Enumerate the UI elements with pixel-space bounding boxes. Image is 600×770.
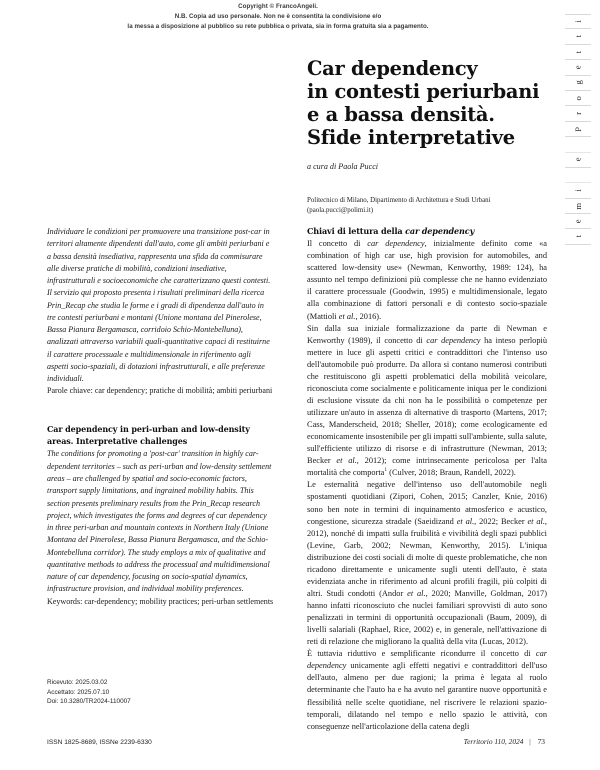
date-received: Ricevuto: 2025.03.02 <box>47 679 108 686</box>
title-line-3: e a bassa densità. <box>307 102 495 126</box>
tab-cell-spacer <box>565 137 591 152</box>
body-paragraph-2: Sin dalla sua iniziale formalizzazione da parte di Newman e Kenworthy (1989), il concetto di car dependency ha inteso perlopiù mettere in luce gli aspetti critici e contraddittori che l'intenso uso dell'automobile può produrre. Da allora si contano numerosi contributi che restituiscono gli aspetti problematici della mobilità veicolare, riconosciuta come socialmente e politicamente iniqua per le condizioni di esclusione vissute da chi non ha le possibilità o competenze per utilizzare un'auto in assenza di alternative di trasporto (Martens, 2017; Cass, Manderscheid, 2018; Sheller, 2018); come ecologicamente ed economicamente insostenibile per gli impatti sull'ambiente, sulla salute, sull'efficiente utilizzo di risorse e di infrastrutture (Newman, 2013; Becker et al., 2012); come intrinsecamente pericolosa per l'alta mortalità che comporta$^1$ (Culver, 2018; Braun, Randell, 2022). <box>307 323 547 478</box>
abstract-italian: Individuare le condizioni per promuovere una transizione post-car in territori altamente dipendenti dall'auto, come gli ambiti periurbani e a bassa densità insediativa, rappresenta una sfida da commisurare alle diverse pratiche di mobilità, condizioni insediative, infrastrutturali e socioeconomiche che caratterizzano questi contesti. Il servizio qui proposto presenta i risultati preliminari della ricerca Prin_Recap che studia le forme e i gradi di dipendenza dall'auto in tre contesti periurbani e montani (Unione montana del Pinerolese, Bassa Pianura Bergamasca, corridoio Schio-Montebelluna), analizzati attraverso variabili quali-quantitative capaci di restituirne il carattere processuale e multidimensionale in riferimento agli aspetti socio-spaziali, di dotazioni infrastrutturali, e alle preferenze individuali. <box>47 227 271 384</box>
journal-issue: 110, 2024 <box>494 737 524 746</box>
body-paragraph-4: È tuttavia riduttivo e semplificante ricondurre il concetto di car dependency unicamente agli effetti negativi e contraddittori dell'uso dell'auto, almeno per due ragioni; la prima è legata al ruolo determinante che l'auto ha e ha avuto nel garantire nuove opportunità e flessibilità nelle scelte quotidiane, nel riscrivere le relazioni spazio-temporali, dilatando nel tempo e nello spazio le attività, con conseguenze nell'articolazione della catena degli <box>307 649 547 731</box>
section-heading: Chiavi di lettura della car dependency <box>307 226 475 236</box>
tab-cell[interactable] <box>565 183 591 198</box>
publication-dates <box>47 678 274 707</box>
editor-credit: a cura di Paola Pucci <box>307 161 379 171</box>
tab-letter: m <box>572 202 583 210</box>
tab-letter: e <box>572 157 583 162</box>
title-line-4: Sfide interpretative <box>307 125 515 149</box>
tab-letter: e <box>572 65 583 70</box>
affiliation-institution: Politecnico di Milano, Dipartimento di Architettura e Studi Urbani <box>307 197 491 204</box>
tab-cell-spacer <box>565 168 591 183</box>
tab-letter: r <box>572 112 583 115</box>
keywords-english: Keywords: car-dependency; mobility practices; peri-urban settlements <box>47 596 274 606</box>
keywords-italian: Parole chiave: car dependency; pratiche di mobilità; ambiti periurbani <box>47 386 273 396</box>
tab-letter: t <box>572 235 583 238</box>
right-column <box>307 226 547 733</box>
copyright-banner <box>0 2 556 32</box>
tab-letter: e <box>572 219 583 224</box>
body-paragraph-1: Il concetto di car dependency, inizialmente definito come «a combination of high car use, high provision for automobiles, and scattered low-density use» (Newman, Kenworthy, 1989: 124), ha assunto nel tempo definizioni più complesse che ne hanno evidenziato il carattere processuale (Goodwin, 1995) e multidimensionale, legato alla combinazione di fattori personali e di contesto socio-spaziale (Mattioli et al., 2016). <box>307 239 548 321</box>
tab-cell[interactable] <box>565 29 591 44</box>
tab-cell[interactable] <box>565 229 591 244</box>
page-footer <box>47 737 545 746</box>
abstract-english-heading-line-2: areas. Interpretative challenges <box>47 436 188 447</box>
vertical-tab-strip <box>556 0 600 770</box>
footer-journal-info <box>464 737 545 746</box>
body-paragraph-3: Le esternalità negative dell'intenso uso dell'automobile negli spostamenti quotidiani (Zipori, Cohen, 2015; Canzler, Knie, 2016) sono ben note in termini di inquinamento atmosferico e acustico, congestione, sicurezza stradale (Saeidizand et al., 2022; Becker et al., 2012), nonché di impatti sulla fruibilità e vivibilità degli spazi pubblici (Levine, Garb, 2002; Newman, Kenworthy, 2015). L'iniqua distribuzione dei costi sociali di molte di queste problematiche, che non ricadono direttamente e unicamente sugli utenti dell'auto, è stata evidenziata anche in riferimento ad alcuni profili fragili, più colpiti di altri. Studi condotti (Andor et al., 2020; Manville, Goldman, 2017) hanno infatti riconosciuto che nuclei familiari sprovvisti di auto sono penalizzati in termini di opportunità occupazionali (Baum, 2009), di livelli salariali (Raphael, Rice, 2002) e, in generale, nell'attivazione di reti di relazione che migliorano la qualità della vita (Lucas, 2012). <box>307 480 548 647</box>
affiliation-email[interactable]: (paola.pucci@polimi.it) <box>307 206 374 214</box>
abstract-english: The conditions for promoting a 'post-car' transition in highly car-dependent territories – such as peri-urban and low-density settlement areas – are challenged by spatial and socio-economic factors, transport supply limitations, and ingrained mobility habits. This section presents preliminary results from the Prin_Recap research project, which investigates the forms and degrees of car dependency in three peri-urban and mountain contexts in Northern Italy (Unione Montana del Pinerolese, Bassa Pianura Bergamasca, and the Schio-Montebelluna corridor). The study employs a mix of qualitative and quantitative methods to address the processual and multidimensional nature of car dependency, focusing on socio-spatial dynamics, infrastructure provision, and individual mobility preferences. <box>47 449 272 594</box>
tab-letter: i <box>572 189 583 192</box>
tab-cell[interactable] <box>565 153 591 168</box>
copyright-line-3: la messa a disposizione al pubblico su rete pubblica o privata, sia in forma gratuita sia a pagamento. <box>127 23 429 31</box>
doi[interactable]: Doi: 10.3280/TR2024-110007 <box>47 698 131 706</box>
tab-cell[interactable] <box>565 45 591 60</box>
page-title <box>307 57 547 149</box>
tab-letter: P <box>572 126 583 132</box>
date-accepted: Accettato: 2025.07.10 <box>47 688 110 696</box>
left-column <box>47 226 274 608</box>
tab-cell[interactable] <box>565 14 591 29</box>
tab-cell[interactable] <box>565 122 591 137</box>
journal-name: Territorio <box>463 737 493 746</box>
tab-letter: o <box>572 95 583 101</box>
copyright-line-2: N.B. Copia ad uso personale. Non ne è consentita la condivisione e/o <box>174 13 382 21</box>
tab-cell[interactable] <box>565 60 591 75</box>
footer-separator: | <box>529 737 531 746</box>
abstract-english-heading-line-1: Car dependency in peri-urban and low-density <box>47 423 250 434</box>
page-number: 73 <box>537 737 545 746</box>
title-line-1: Car dependency <box>307 57 478 80</box>
tab-letter: i <box>572 20 583 23</box>
title-line-2: in contesti periurbani <box>307 79 540 103</box>
tab-letter: t <box>572 35 583 38</box>
tab-cell[interactable] <box>565 199 591 214</box>
tab-cell[interactable] <box>565 76 591 91</box>
tab-cell[interactable] <box>565 106 591 121</box>
issn-text: ISSN 1825-8689, ISSNe 2239-6330 <box>47 739 152 746</box>
tab-cell[interactable] <box>565 91 591 106</box>
copyright-line-1: Copyright © FrancoAngeli. <box>238 3 318 10</box>
vertical-tab-list <box>565 14 591 245</box>
title-block <box>307 57 547 171</box>
tab-letter: t <box>572 50 583 54</box>
tab-cell[interactable] <box>565 214 591 229</box>
tab-letter: g <box>572 80 583 85</box>
author-affiliation <box>307 196 552 216</box>
